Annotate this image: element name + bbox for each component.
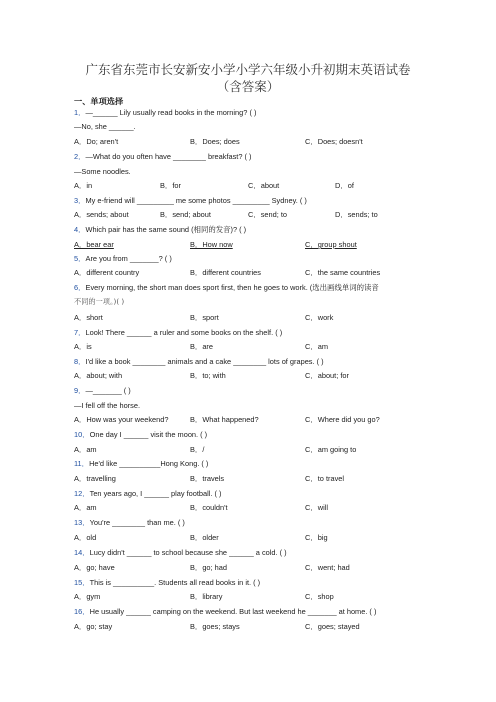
option-c[interactable]: C．big <box>305 533 328 542</box>
question-stem: —_______ ( ) <box>85 386 131 395</box>
option-c[interactable]: C．am <box>305 342 328 351</box>
option-c[interactable]: C．about; for <box>305 371 349 380</box>
question-13 <box>74 518 185 528</box>
option-c[interactable]: C．send; to <box>248 210 288 219</box>
question-stem: You're ________ than me. ( ) <box>89 518 185 527</box>
question-number: 16． <box>74 607 90 616</box>
question-stem: I'd like a book ________ animals and a cake ________ lots of grapes. ( ) <box>85 357 324 366</box>
page-subtitle: （含答案） <box>216 79 280 94</box>
question-number: 6． <box>74 283 86 292</box>
question-1 <box>74 108 256 118</box>
option-b[interactable]: B．send; about <box>160 210 211 219</box>
option-c[interactable]: C．am going to <box>305 445 357 454</box>
question-stem: He usually ______ camping on the weekend. But last weekend he _______ at home. ( ) <box>89 607 377 616</box>
option-b[interactable]: B．Does; does <box>190 137 240 146</box>
option-a[interactable]: A．is <box>74 342 92 351</box>
question-number: 2． <box>74 152 86 161</box>
question-11 <box>74 459 208 469</box>
question-number: 14． <box>74 548 90 557</box>
question-14 <box>74 548 287 558</box>
question-2-response: —Some noodles. <box>74 167 131 176</box>
question-number: 12． <box>74 489 90 498</box>
option-b[interactable]: B．sport <box>190 313 219 322</box>
option-c[interactable]: C．Does; doesn't <box>305 137 363 146</box>
option-b[interactable]: B．to; with <box>190 371 226 380</box>
question-7 <box>74 328 282 338</box>
option-a[interactable]: A．gym <box>74 592 101 601</box>
option-a[interactable]: A．bear ear <box>74 240 114 249</box>
option-c[interactable]: C．to travel <box>305 474 345 483</box>
option-b[interactable]: B．How now <box>190 240 233 249</box>
option-b[interactable]: B．are <box>190 342 214 351</box>
question-stem: Ten years ago, I ______ play football. ( ) <box>89 489 222 498</box>
option-b[interactable]: B．different countries <box>190 268 261 277</box>
question-10 <box>74 430 207 440</box>
question-number: 15． <box>74 578 90 587</box>
option-d[interactable]: D．sends; to <box>335 210 378 219</box>
option-a[interactable]: A．go; have <box>74 563 115 572</box>
question-stem: —______ Lily usually read books in the morning? ( ) <box>85 108 257 117</box>
option-b[interactable]: B．go; had <box>190 563 227 572</box>
option-c[interactable]: C．went; had <box>305 563 350 572</box>
option-a[interactable]: A．go; stay <box>74 622 113 631</box>
option-b[interactable]: B．library <box>190 592 223 601</box>
page-title: 广东省东莞市长安新安小学小学六年级小升初期末英语试卷 <box>85 62 411 77</box>
question-15 <box>74 578 260 588</box>
option-b[interactable]: B．older <box>190 533 219 542</box>
question-4 <box>74 225 246 235</box>
question-6 <box>74 283 379 293</box>
question-stem: Every morning, the short man does sport first, then he goes to work. (选出画线单词的读音 <box>85 283 379 292</box>
question-2 <box>74 152 252 162</box>
option-a[interactable]: A．different country <box>74 268 140 277</box>
question-stem: Are you from _______? ( ) <box>85 254 172 263</box>
question-8 <box>74 357 324 367</box>
section-heading: 一、单项选择 <box>74 96 124 106</box>
option-a[interactable]: A．in <box>74 181 93 190</box>
option-a[interactable]: A．am <box>74 503 97 512</box>
question-12 <box>74 489 222 499</box>
question-number: 1． <box>74 108 86 117</box>
option-a[interactable]: A．am <box>74 445 97 454</box>
question-stem: Which pair has the same sound (相同的发音)? ( ) <box>85 225 247 234</box>
question-number: 10． <box>74 430 90 439</box>
question-1-response: —No, she ______. <box>74 122 136 131</box>
question-stem: One day I ______ visit the moon. ( ) <box>89 430 208 439</box>
option-c[interactable]: C．work <box>305 313 334 322</box>
option-c[interactable]: C．will <box>305 503 328 512</box>
question-stem: Look! There ______ a ruler and some books on the shelf. ( ) <box>85 328 283 337</box>
option-b[interactable]: B．/ <box>190 445 205 454</box>
question-stem: Lucy didn't ______ to school because she ______ a cold. ( ) <box>89 548 287 557</box>
option-c[interactable]: C．about <box>248 181 280 190</box>
question-5 <box>74 254 172 264</box>
question-6-continued: 不同的一项。)( ) <box>74 297 125 306</box>
option-d[interactable]: D．of <box>335 181 354 190</box>
option-a[interactable]: A．about; with <box>74 371 123 380</box>
option-a[interactable]: A．short <box>74 313 103 322</box>
option-b[interactable]: B．goes; stays <box>190 622 240 631</box>
option-a[interactable]: A．old <box>74 533 97 542</box>
question-9-response: —I fell off the horse. <box>74 401 141 410</box>
option-b[interactable]: B．What happened? <box>190 415 259 424</box>
option-c[interactable]: C．the same countries <box>305 268 381 277</box>
question-number: 4． <box>74 225 86 234</box>
question-stem: —What do you often have ________ breakfast? ( ) <box>85 152 252 161</box>
question-number: 7． <box>74 328 86 337</box>
option-c[interactable]: C．goes; stayed <box>305 622 360 631</box>
option-c[interactable]: C．shop <box>305 592 334 601</box>
question-number: 11． <box>74 459 90 468</box>
question-number: 9． <box>74 386 86 395</box>
option-b[interactable]: B．couldn't <box>190 503 228 512</box>
question-3 <box>74 196 307 206</box>
question-stem: This is __________. Students all read books in it. ( ) <box>89 578 261 587</box>
option-b[interactable]: B．travels <box>190 474 225 483</box>
option-a[interactable]: A．sends; about <box>74 210 129 219</box>
question-16 <box>74 607 376 617</box>
question-number: 5． <box>74 254 86 263</box>
question-9 <box>74 386 131 396</box>
question-number: 8． <box>74 357 86 366</box>
option-a[interactable]: A．Do; aren't <box>74 137 119 146</box>
question-stem: He'd like __________Hong Kong. ( ) <box>89 459 209 468</box>
question-number: 3． <box>74 196 86 205</box>
option-a[interactable]: A．How was your weekend? <box>74 415 169 424</box>
option-c[interactable]: C．Where did you go? <box>305 415 380 424</box>
question-number: 13． <box>74 518 90 527</box>
option-b[interactable]: B．for <box>160 181 181 190</box>
option-c[interactable]: C．group shout <box>305 240 357 249</box>
option-a[interactable]: A．travelling <box>74 474 116 483</box>
question-stem: My e-friend will _________ me some photos _________ Sydney. ( ) <box>85 196 307 205</box>
